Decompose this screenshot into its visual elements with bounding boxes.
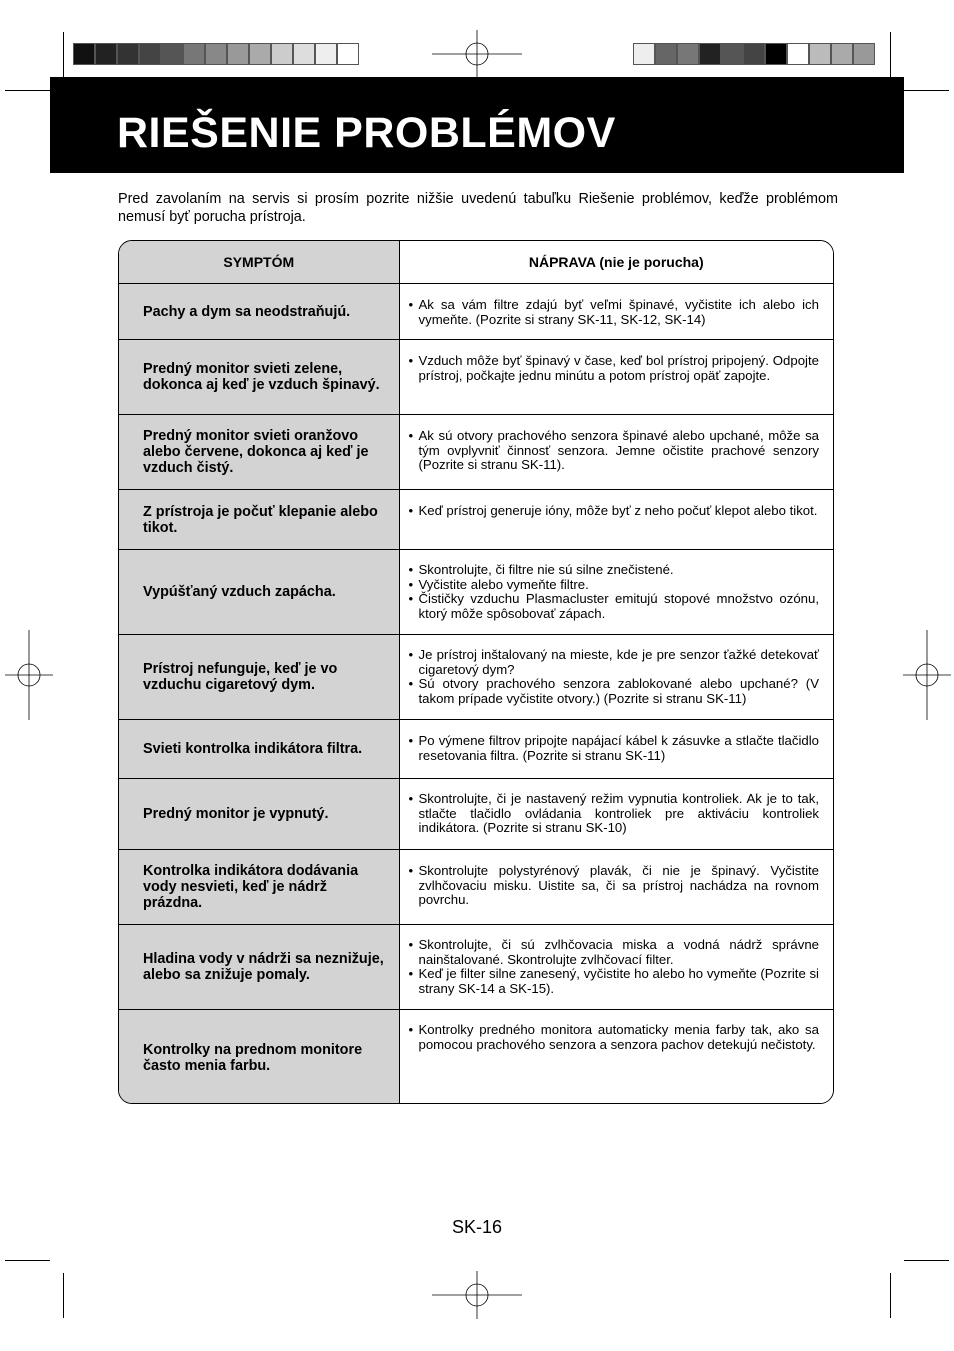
remedy-item: • Ak sa vám filtre zdajú byť veľmi špinavé, vyčistite ich alebo ich vymeňte. (Pozrite si strany SK-11, SK-12, SK-14)	[409, 298, 820, 327]
color-bar-left	[73, 43, 359, 65]
color-swatch	[765, 43, 787, 65]
registration-mark-icon	[432, 1271, 522, 1319]
symptom-cell: Kontrolka indikátora dodávania vody nesvieti, keď je nádrž prázdna.	[119, 850, 399, 925]
color-swatch	[831, 43, 853, 65]
remedy-cell	[399, 415, 833, 490]
table-row	[119, 720, 833, 779]
table-row	[119, 284, 833, 340]
color-swatch	[95, 43, 117, 65]
remedy-cell	[399, 779, 833, 850]
table-row	[119, 490, 833, 550]
remedy-list	[409, 1023, 820, 1052]
remedy-list	[409, 938, 820, 996]
table-row	[119, 415, 833, 490]
color-swatch	[787, 43, 809, 65]
remedy-cell	[399, 635, 833, 720]
table-row	[119, 779, 833, 850]
color-swatch	[699, 43, 721, 65]
intro-paragraph: Pred zavolaním na servis si prosím pozrite nižšie uvedenú tabuľku Riešenie problémov, keďže problémom nemusí byť porucha prístroja.	[118, 191, 838, 225]
color-swatch	[721, 43, 743, 65]
remedy-list	[409, 792, 820, 836]
color-swatch	[117, 43, 139, 65]
color-swatch	[293, 43, 315, 65]
registration-mark-icon	[432, 30, 522, 78]
remedy-item: • Skontrolujte, či sú zvlhčovacia miska a vodná nádrž správne nainštalované. Skontrolujte zvlhčovací filter.	[409, 938, 820, 967]
remedy-list	[409, 648, 820, 706]
remedy-item: • Skontrolujte, či filtre nie sú silne znečistené.	[409, 563, 820, 578]
remedy-cell	[399, 850, 833, 925]
crop-mark	[904, 1260, 949, 1261]
table-row	[119, 340, 833, 415]
symptom-cell: Kontrolky na prednom monitore často menia farbu.	[119, 1010, 399, 1105]
color-swatch	[227, 43, 249, 65]
remedy-list	[409, 504, 820, 519]
color-swatch	[205, 43, 227, 65]
remedy-item: • Vyčistite alebo vymeňte filtre.	[409, 578, 820, 593]
remedy-cell	[399, 720, 833, 779]
color-swatch	[633, 43, 655, 65]
remedy-list	[409, 864, 820, 908]
remedy-list	[409, 429, 820, 473]
column-header-remedy: NÁPRAVA (nie je porucha)	[399, 241, 833, 284]
table-row	[119, 635, 833, 720]
color-swatch	[853, 43, 875, 65]
color-bar-right	[633, 43, 875, 65]
troubleshooting-table	[118, 240, 834, 1104]
symptom-cell: Svieti kontrolka indikátora filtra.	[119, 720, 399, 779]
remedy-list	[409, 298, 820, 327]
symptom-cell: Prístroj nefunguje, keď je vo vzduchu cigaretový dym.	[119, 635, 399, 720]
symptom-cell: Vypúšťaný vzduch zapácha.	[119, 550, 399, 635]
registration-mark-icon	[5, 630, 53, 720]
symptom-cell: Hladina vody v nádrži sa neznižuje, alebo sa znižuje pomaly.	[119, 925, 399, 1010]
color-swatch	[249, 43, 271, 65]
remedy-item: • Kontrolky predného monitora automaticky menia farby tak, ako sa pomocou prachového senzora a senzora pachov detekujú nečistoty.	[409, 1023, 820, 1052]
remedy-cell	[399, 340, 833, 415]
color-swatch	[743, 43, 765, 65]
crop-mark	[63, 1273, 64, 1318]
remedy-item: • Sú otvory prachového senzora zablokované alebo upchané? (V takom prípade vyčistite otvory.) (Pozrite si stranu SK-11)	[409, 677, 820, 706]
remedy-item: • Čističky vzduchu Plasmacluster emitujú stopové množstvo ozónu, ktorý môže spôsobovať zápach.	[409, 592, 820, 621]
remedy-cell	[399, 1010, 833, 1105]
color-swatch	[655, 43, 677, 65]
registration-mark-icon	[903, 630, 951, 720]
symptom-cell: Predný monitor svieti oranžovo alebo červene, dokonca aj keď je vzduch čistý.	[119, 415, 399, 490]
color-swatch	[73, 43, 95, 65]
crop-mark	[63, 32, 64, 77]
remedy-item: • Po výmene filtrov pripojte napájací kábel k zásuvke a stlačte tlačidlo resetovania filtra. (Pozrite si stranu SK-11)	[409, 734, 820, 763]
crop-mark	[890, 1273, 891, 1318]
remedy-cell	[399, 925, 833, 1010]
remedy-item: • Keď je filter silne zanesený, vyčistite ho alebo ho vymeňte (Pozrite si strany SK-14 a SK-15).	[409, 967, 820, 996]
color-swatch	[271, 43, 293, 65]
symptom-cell: Pachy a dym sa neodstraňujú.	[119, 284, 399, 340]
table-row	[119, 1010, 833, 1105]
remedy-cell	[399, 284, 833, 340]
page-number: SK-16	[451, 1217, 503, 1237]
symptom-cell: Predný monitor svieti zelene, dokonca aj keď je vzduch špinavý.	[119, 340, 399, 415]
color-swatch	[183, 43, 205, 65]
crop-mark	[890, 32, 891, 77]
color-swatch	[139, 43, 161, 65]
remedy-list	[409, 734, 820, 763]
remedy-cell	[399, 490, 833, 550]
table-row	[119, 850, 833, 925]
color-swatch	[809, 43, 831, 65]
table-row	[119, 925, 833, 1010]
color-swatch	[677, 43, 699, 65]
column-header-symptom: SYMPTÓM	[119, 241, 399, 284]
remedy-item: • Je prístroj inštalovaný na mieste, kde je pre senzor ťažké detekovať cigaretový dym?	[409, 648, 820, 677]
remedy-list	[409, 354, 820, 383]
crop-mark	[904, 90, 949, 91]
remedy-item: • Skontrolujte, či je nastavený režim vypnutia kontroliek. Ak je to tak, stlačte tlačidlo ovládania kontroliek pre aktiváciu kontroliek indikátora. (Pozrite si stranu SK-10)	[409, 792, 820, 836]
table-header-row	[119, 241, 833, 284]
color-swatch	[161, 43, 183, 65]
crop-mark	[5, 90, 50, 91]
remedy-cell	[399, 550, 833, 635]
table-row	[119, 550, 833, 635]
remedy-item: • Ak sú otvory prachového senzora špinavé alebo upchané, môže sa tým ovplyvniť činnosť senzora. Jemne očistite prachové senzory (Pozrite si stranu SK-11).	[409, 429, 820, 473]
remedy-item: • Keď prístroj generuje ióny, môže byť z neho počuť klepot alebo tikot.	[409, 504, 820, 519]
color-swatch	[337, 43, 359, 65]
crop-mark	[5, 1260, 50, 1261]
remedy-item: • Skontrolujte polystyrénový plavák, či nie je špinavý. Vyčistite zvlhčovaciu misku. Uistite sa, či sa prístroj nachádza na rovnom povrchu.	[409, 864, 820, 908]
remedy-list	[409, 563, 820, 621]
symptom-cell: Z prístroja je počuť klepanie alebo tikot.	[119, 490, 399, 550]
page-title: RIEŠENIE PROBLÉMOV	[117, 109, 616, 157]
symptom-cell: Predný monitor je vypnutý.	[119, 779, 399, 850]
remedy-item: • Vzduch môže byť špinavý v čase, keď bol prístroj pripojený. Odpojte prístroj, počkajte jednu minútu a potom prístroj opäť zapojte.	[409, 354, 820, 383]
color-swatch	[315, 43, 337, 65]
